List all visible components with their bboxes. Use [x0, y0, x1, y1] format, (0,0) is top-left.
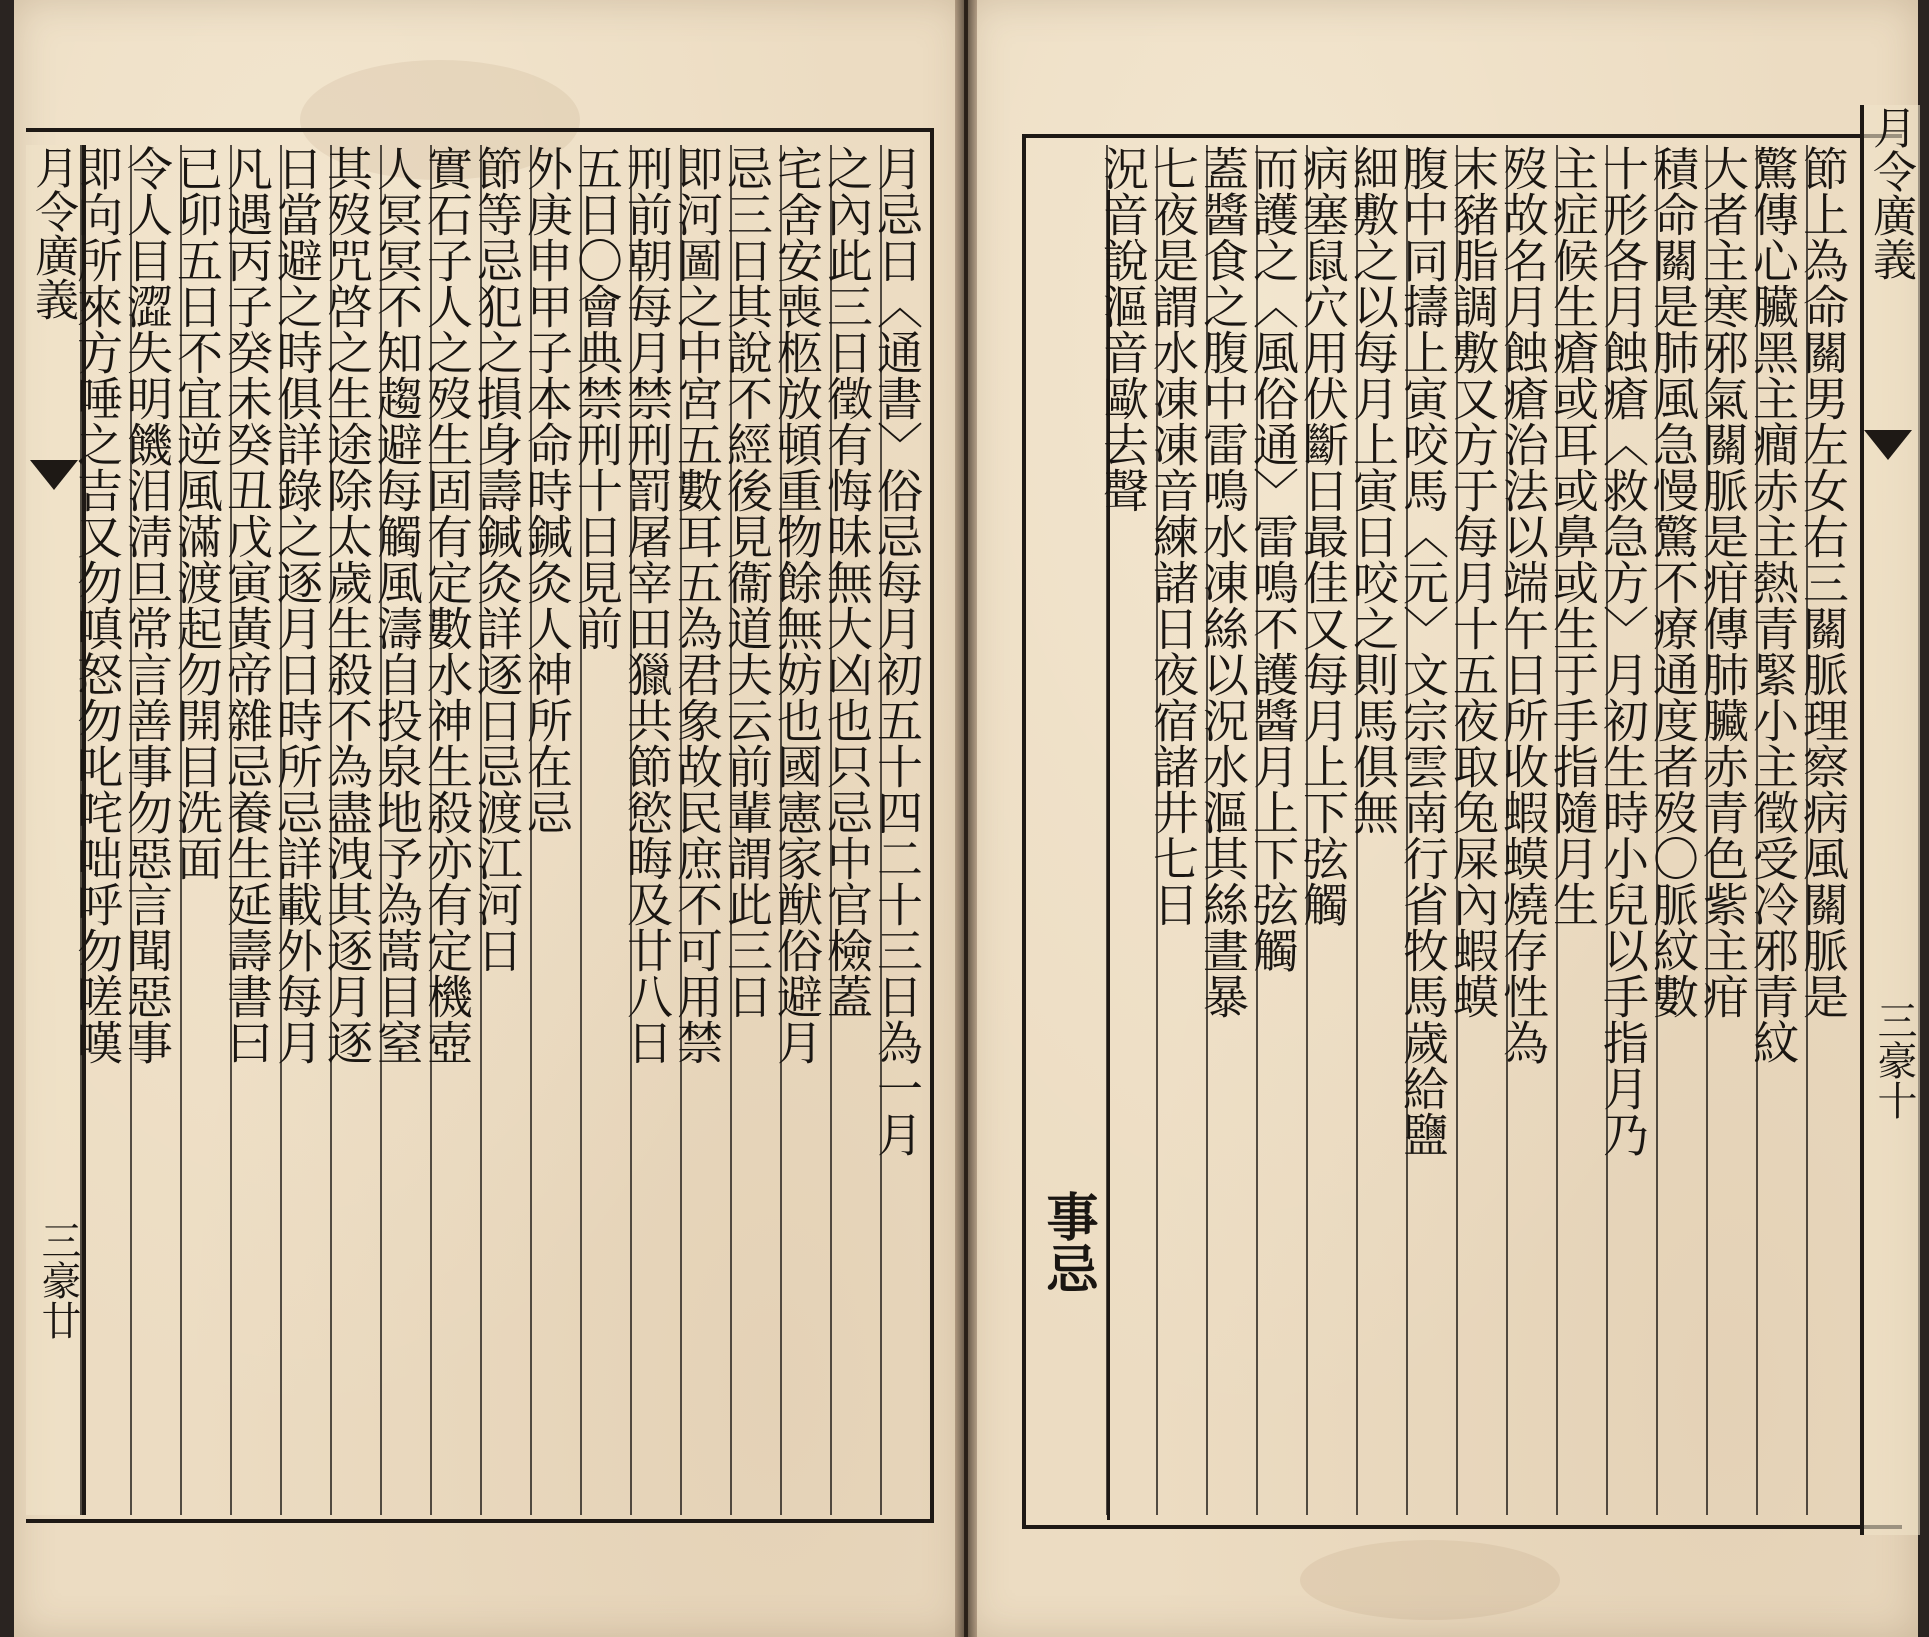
text-column: 即河圖之中宮五數耳五為君象故民庶不可用禁 — [680, 145, 730, 1515]
text-column: 細敷之以每月上寅日咬之則馬俱無 — [1356, 145, 1406, 1515]
left-page-number: 三豪廿 — [35, 1220, 81, 1340]
book-gutter — [955, 0, 977, 1637]
text-column: 宅舍安喪柩放頓重物餘無妨也國憲家猷俗避月 — [780, 145, 830, 1515]
text-column: 刑前朝每月禁刑罰屠宰田獵共節慾晦及廿八日 — [630, 145, 680, 1515]
text-column: 忌三日其說不經後見衞道夫云前輩謂此三日 — [730, 145, 780, 1515]
text-column: 即向所來方唾之吉又勿嗔怒勿叱咤咄呼勿嗟嘆 — [80, 145, 130, 1515]
text-column: 節上為命關男左女右三關脈理察病風關脈是 — [1806, 145, 1856, 1515]
right-margin-strip — [1860, 105, 1920, 1535]
text-column: 七夜是謂水凍凍音練諸日夜宿諸井七日 — [1156, 145, 1206, 1515]
text-column: 而護之〈風俗通〉雷鳴不護醬月上下弦觸 — [1256, 145, 1306, 1515]
text-column: 五日〇會典禁刑十日見前 — [580, 145, 630, 1515]
right-section-label: 事忌 — [1030, 190, 1110, 1520]
text-column: 其歿咒啓之生途除太歲生殺不為盡洩其逐月逐 — [330, 145, 380, 1515]
text-column: 腹中同擣上寅咬馬〈元〉文宗雲南行省牧馬歲給鹽 — [1406, 145, 1456, 1515]
text-column: 驚傳心臟黑主癎赤主熱青緊小主徵受冷邪青紋 — [1756, 145, 1806, 1515]
text-column: 之內此三日徵有悔昧無大凶也只忌中官檢蓋 — [830, 145, 880, 1515]
left-margin-title: 月令廣義 — [27, 145, 78, 321]
paper-stain — [1300, 1540, 1560, 1620]
text-column: 病塞鼠穴用伏斷日最佳又每月上下弦觸 — [1306, 145, 1356, 1515]
right-margin-title: 月令廣義 — [1865, 105, 1916, 281]
text-column: 十形各月蝕瘡〈救急方〉月初生時小兒以手指月乃 — [1606, 145, 1656, 1515]
text-column: 積命關是肺風急慢驚不療通度者歿〇脈紋數 — [1656, 145, 1706, 1515]
text-column: 蓋醬食之腹中雷鳴水凍絲以況水漚其絲晝暴 — [1206, 145, 1256, 1515]
right-page-number: 三豪十 — [1871, 1000, 1917, 1120]
text-column: 日當避之時俱詳錄之逐月日時所忌詳載外每月 — [280, 145, 330, 1515]
text-column: 大者主寒邪氣關脈是疳傳肺臟赤青色紫主疳 — [1706, 145, 1756, 1515]
text-column: 節等忌犯之損身壽鍼灸詳逐日忌渡江河日 — [480, 145, 530, 1515]
text-column: 外庚申甲子本命時鍼灸人神所在忌 — [530, 145, 580, 1515]
text-column: 人冥冥不知趨避每觸風濤自投泉地予為蒿目窒 — [380, 145, 430, 1515]
text-column: 凡遇丙子癸未癸丑戊寅黃帝雜忌養生延壽書曰 — [230, 145, 280, 1515]
text-column: 末豬脂調敷又方于每月十五夜取兔屎內蝦蟆 — [1456, 145, 1506, 1515]
text-column: 已卯五日不宜逆風滿渡起勿開目洗面 — [180, 145, 230, 1515]
text-column: 令人目澀失明饑泪淸旦常言善事勿惡言聞惡事 — [130, 145, 180, 1515]
text-column: 歿故名月蝕瘡治法以端午日所收蝦蟆燒存性為 — [1506, 145, 1556, 1515]
text-column: 況音說漚音歐去聲 — [1106, 145, 1156, 1515]
text-column: 月忌日〈通書〉俗忌每月初五十四二十三日為一月 — [880, 145, 930, 1515]
fish-tail-mark — [1864, 430, 1912, 460]
text-column: 主症候生瘡或耳或鼻或生于手指隨月生 — [1556, 145, 1606, 1515]
text-column: 實石子人之歿生固有定數水神生殺亦有定機壺 — [430, 145, 480, 1515]
